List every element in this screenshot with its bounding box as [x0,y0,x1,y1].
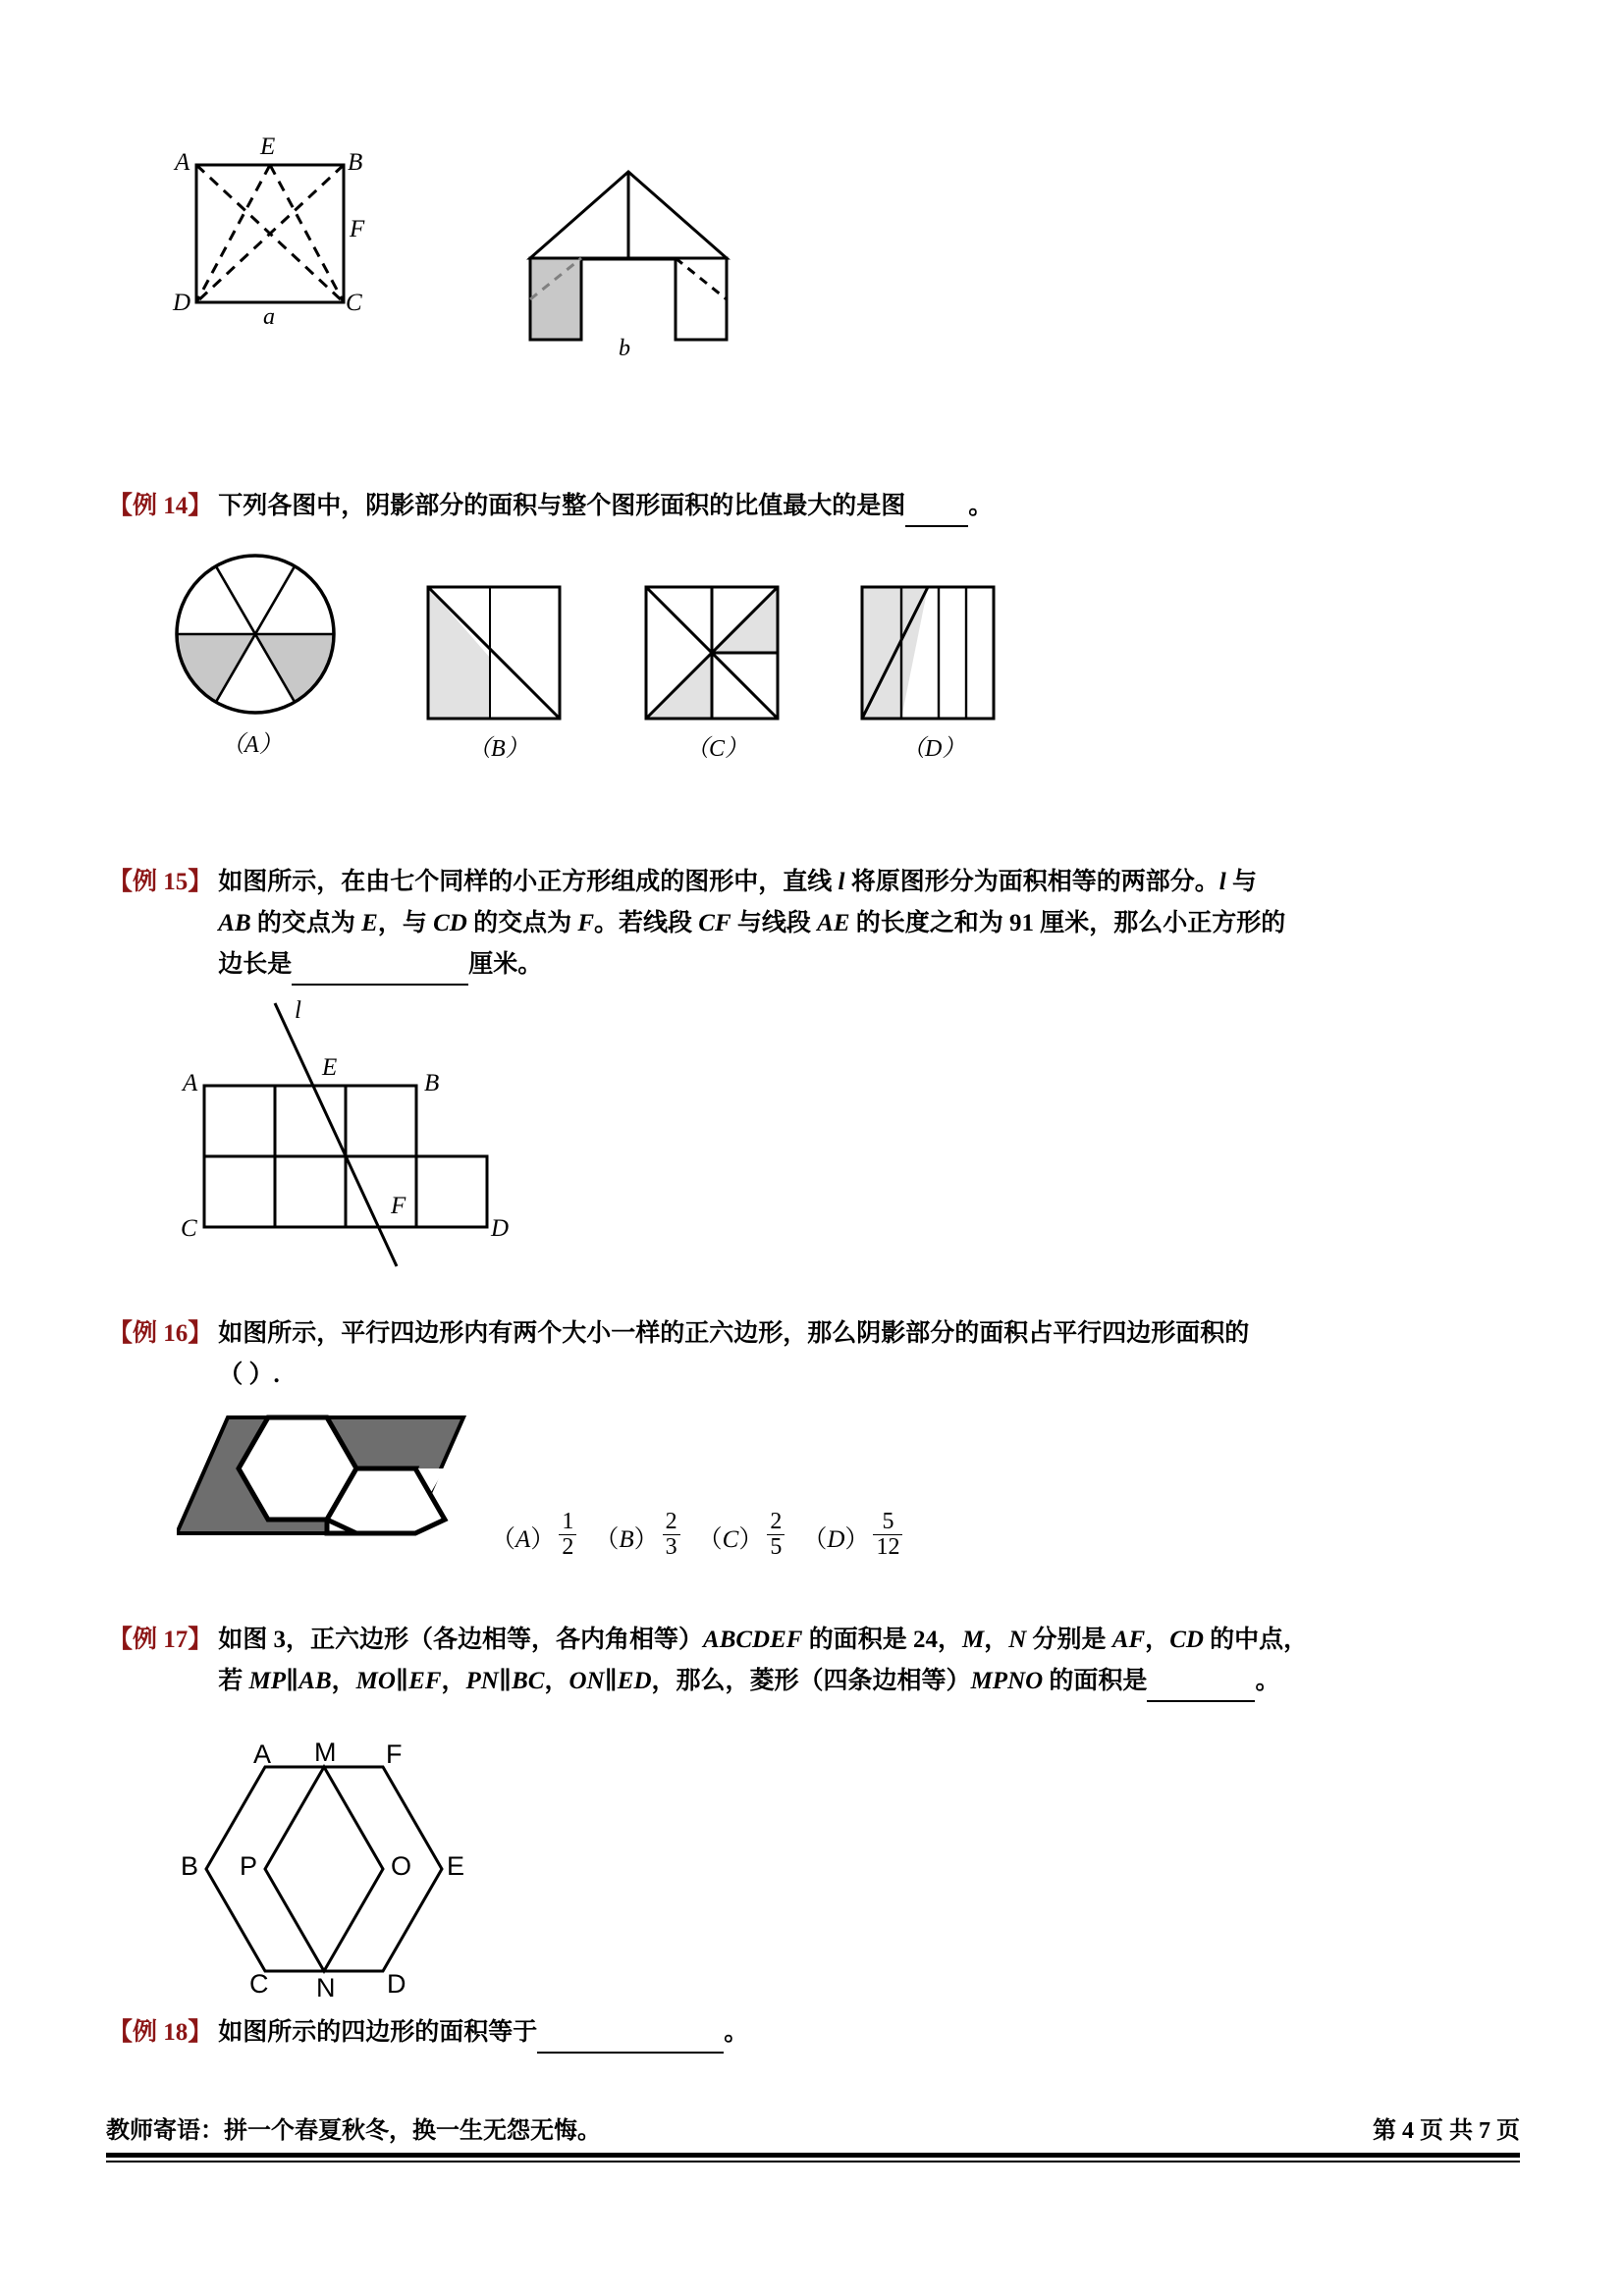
figure-a-label-D: D [173,290,191,316]
figure-a-label-C: C [346,290,362,316]
figure-a-label-E: E [260,133,276,160]
example-15-text [218,862,1504,986]
example-14-option-a-caption: （A） [221,732,283,758]
example-15-line-1: 如图所示，在由七个同样的小正方形组成的图形中，直线 l 将原图形分为面积相等的两部分。l 与 [218,869,1257,895]
example-17-label: 【例 17】 [108,1627,213,1653]
example-17-text [218,1620,1524,1702]
example-14-option-c-caption: （C） [685,736,749,762]
example-17-label-B: B [181,1851,199,1881]
example-17-label-A: A [253,1739,272,1769]
example-17-label-C: C [249,1969,269,1999]
option-b-svg [422,581,569,728]
footer-motto-key: 教师寄语： [106,2118,224,2144]
example-16-option-d[interactable]: （D） [802,1525,870,1553]
example-15-label-D: D [491,1215,510,1242]
example-15-line-3-after: 厘米。 [468,951,543,978]
example-15-label: 【例 15】 [108,869,213,895]
example-17-line-1: 如图 3，正六边形（各边相等，各内角相等）ABCDEF 的面积是 24，M，N 分别是 AF，CD 的中点， [218,1627,1309,1653]
example-16-option-c[interactable]: （C） [697,1525,764,1553]
example-15-label-E: E [322,1054,338,1081]
example-16-option-b-fraction: $\frac{2}{3}$ [663,1510,680,1560]
example-17-label-E: E [447,1851,465,1881]
example-18-text-before: 如图所示的四边形的面积等于 [218,2019,538,2046]
example-17-answer-blank[interactable] [1147,1675,1255,1702]
example-16-svg [177,1414,491,1541]
figure-b-house [501,147,756,361]
example-16-option-a-fraction: $\frac{1}{2}$ [559,1510,576,1560]
example-15-label-l: l [295,997,301,1024]
footer-motto [106,2110,601,2145]
figure-b-caption: b [619,336,630,361]
example-17-label-O: O [391,1851,412,1881]
example-15-answer-blank[interactable] [292,958,468,986]
example-15-label-A: A [183,1070,198,1096]
example-14-text [218,486,993,527]
option-d-svg [856,581,1003,728]
example-15-line-2: AB 的交点为 E，与 CD 的交点为 F。若线段 CF 与线段 AE 的长度之和为 91 厘米，那么小正方形的 [218,910,1286,936]
figure-a-label-F: F [350,216,365,242]
example-16-option-c-fraction: $\frac{2}{5}$ [767,1510,785,1560]
example-16-options [491,1509,906,1562]
example-14-label: 【例 14】 [108,493,213,519]
example-16-label: 【例 16】 [108,1320,213,1347]
example-18-block [108,2012,1542,2054]
figure-a-label-B: B [348,149,363,176]
example-17-block [108,1620,1551,1702]
example-14-option-c-figure [640,581,787,762]
figure-a-square-with-diagonals [173,133,393,334]
footer-rule-thin [106,2161,1520,2163]
page-footer [106,2110,1520,2163]
example-16-option-a[interactable]: （A） [491,1525,556,1553]
footer-rule-thick [106,2153,1520,2158]
example-17-label-P: P [240,1851,258,1881]
example-17-line-2-before: 若 MP∥AB，MO∥EF，PN∥BC，ON∥ED，那么，菱形（四条边相等）MPNO 的面积是 [218,1668,1148,1694]
example-17-figure [147,1737,501,2002]
example-16-option-d-fraction: $\frac{5}{12}$ [873,1510,902,1560]
example-15-figure [177,991,628,1276]
option-c-svg [640,581,787,728]
example-16-text [218,1313,1514,1396]
example-17-label-D: D [387,1969,406,1999]
example-14-option-d-figure [856,581,1003,762]
example-16-line-1: 如图所示，平行四边形内有两个大小一样的正六边形，那么阴影部分的面积占平行四边形面积的 [218,1320,1250,1347]
footer-motto-text: 拼一个春夏秋冬，换一生无怨无悔。 [224,2118,601,2144]
example-18-text [218,2012,748,2054]
example-16-line-2: （ ）. [218,1362,280,1388]
option-a-svg [167,546,344,722]
example-14-text-after: 。 [968,493,994,519]
example-14-option-a-figure [167,546,344,758]
figure-a-label-A: A [175,149,190,176]
example-15-line-3-before: 边长是 [218,951,293,978]
example-17-label-N: N [316,1973,336,2002]
example-15-label-C: C [181,1215,197,1242]
example-18-text-after: 。 [724,2019,749,2046]
example-15-label-F: F [391,1193,406,1219]
example-14-text-before: 下列各图中，阴影部分的面积与整个图形面积的比值最大的是图 [218,493,906,519]
example-15-svg [177,991,628,1276]
example-14-option-b-caption: （B） [467,736,529,762]
example-17-label-F: F [386,1739,403,1769]
figure-b-svg [501,147,756,344]
example-16-figure [177,1414,491,1541]
example-15-label-B: B [424,1070,440,1096]
example-18-label: 【例 18】 [108,2019,213,2046]
example-18-answer-blank[interactable] [537,2026,724,2054]
figure-a-caption: a [263,304,275,330]
example-17-line-2-after: 。 [1255,1668,1280,1694]
example-16-option-b[interactable]: （B） [594,1525,659,1553]
example-14-block [108,486,1532,527]
footer-page-indicator: 第 4 页 共 7 页 [1373,2118,1520,2144]
example-14-option-d-caption: （D） [901,736,966,762]
example-14-answer-blank[interactable] [905,500,968,527]
example-16-block [108,1313,1542,1396]
example-15-block [108,862,1542,986]
example-14-option-b-figure [422,581,569,762]
example-17-label-M: M [314,1737,337,1767]
